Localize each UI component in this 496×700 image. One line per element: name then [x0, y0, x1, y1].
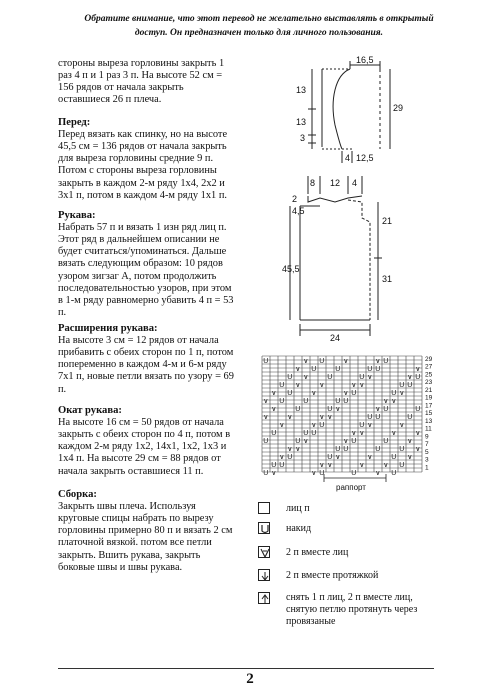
- chart-stitch-symbol: ∨: [311, 422, 317, 429]
- k2tog-tbl-icon: [258, 569, 270, 581]
- chart-stitch-symbol: U: [375, 414, 381, 421]
- chart-stitch-symbol: U: [287, 390, 293, 397]
- chart-row-number: 17: [425, 402, 433, 410]
- sleeve-bottom-b-label: 12,5: [356, 153, 374, 163]
- chart-stitch-symbol: U: [343, 398, 349, 405]
- chart-stitch-symbol: ∨: [295, 446, 301, 453]
- chart-stitch-symbol: ∨: [279, 454, 285, 461]
- chart-stitch-symbol: ∨: [335, 454, 341, 461]
- chart-row-number: 13: [425, 417, 433, 425]
- chart-stitch-symbol: ∨: [295, 382, 301, 389]
- chart-stitch-symbol: U: [407, 382, 413, 389]
- chart-stitch-symbol: U: [263, 358, 269, 365]
- chart-stitch-symbol: ∨: [415, 366, 421, 373]
- chart-stitch-symbol: ∨: [271, 406, 277, 413]
- chart-stitch-symbol: U: [383, 358, 389, 365]
- chart-stitch-symbol: ∨: [391, 430, 397, 437]
- legend-text-k2tog-tbl: 2 п вместе протяжкой: [286, 570, 379, 581]
- chart-stitch-symbol: ∨: [359, 430, 365, 437]
- chart-stitch-symbol: U: [319, 422, 325, 429]
- chart-stitch-symbol: ∨: [327, 414, 333, 421]
- chart-stitch-symbol: ∨: [407, 374, 413, 381]
- chart-row-number: 9: [425, 433, 429, 441]
- chart-stitch-symbol: U: [271, 430, 277, 437]
- body-schematic: [282, 172, 420, 343]
- chart-stitch-symbol: U: [335, 446, 341, 453]
- chart-row-number: 23: [425, 379, 433, 387]
- chart-stitch-symbol: U: [415, 374, 421, 381]
- chart-stitch-symbol: U: [271, 462, 277, 469]
- chart-stitch-symbol: U: [391, 390, 397, 397]
- chart-stitch-symbol: ∨: [383, 462, 389, 469]
- sleeve-left-bot-label: 3: [300, 133, 306, 143]
- front-section: [58, 117, 236, 202]
- body-left-a-label: 2: [292, 194, 298, 204]
- chart-stitch-symbol: U: [319, 470, 325, 477]
- chart-stitch-symbol: U: [263, 438, 269, 445]
- empty-square-icon: [258, 502, 270, 514]
- chart-stitch-symbol: ∨: [303, 438, 309, 445]
- chart-stitch-symbol: ∨: [407, 438, 413, 445]
- chart-row-number: 15: [425, 410, 433, 418]
- chart-row-number: 11: [425, 425, 432, 433]
- chart-repeat-label: раппорт: [336, 483, 366, 492]
- chart-stitch-symbol: ∨: [367, 374, 373, 381]
- chart-row-number: 21: [425, 386, 433, 394]
- chart-stitch-symbol: U: [391, 454, 397, 461]
- chart-stitch-symbol: ∨: [319, 382, 325, 389]
- chart-stitch-symbol: U: [351, 390, 357, 397]
- chart-stitch-symbol: U: [399, 446, 405, 453]
- page-number: 2: [246, 671, 254, 687]
- body-right-b-label: 31: [382, 274, 393, 284]
- intro-paragraph: [58, 58, 236, 106]
- chart-stitch-symbol: U: [351, 470, 357, 477]
- cap-title: Окат рукава:: [58, 405, 122, 416]
- legend-text-k2tog: 2 п вместе лиц: [286, 547, 349, 558]
- sleeve-left-mid-label: 13: [296, 117, 307, 127]
- chart-stitch-symbol: ∨: [415, 446, 421, 453]
- chart-stitch-symbol: ∨: [335, 406, 341, 413]
- chart-stitch-symbol: ∨: [367, 454, 373, 461]
- skpo-icon: [258, 592, 270, 604]
- body-top-c-label: 4: [352, 178, 358, 188]
- body-left-b-label: 4,5: [292, 206, 305, 216]
- cap-section: [58, 405, 236, 478]
- chart-stitch-symbol: ∨: [383, 398, 389, 405]
- sleeve-top-label: 16,5: [356, 55, 374, 65]
- chart-stitch-symbol: ∨: [375, 470, 381, 477]
- chart-stitch-symbol: ∨: [263, 414, 269, 421]
- chart-stitch-symbol: ∨: [271, 470, 277, 477]
- widening-title: Расширения рукава:: [58, 323, 158, 334]
- stitch-chart: [258, 352, 440, 494]
- chart-stitch-symbol: U: [327, 374, 333, 381]
- chart-stitch-symbol: U: [367, 366, 373, 373]
- chart-stitch-symbol: U: [327, 454, 333, 461]
- chart-stitch-symbol: ∨: [279, 422, 285, 429]
- chart-stitch-symbol: U: [303, 398, 309, 405]
- chart-row-number: 7: [425, 441, 429, 449]
- chart-stitch-symbol: ∨: [327, 462, 333, 469]
- chart-stitch-symbol: U: [367, 414, 373, 421]
- chart-stitch-symbol: U: [359, 422, 365, 429]
- widening-section: [58, 323, 236, 396]
- chart-stitch-symbol: ∨: [367, 422, 373, 429]
- legend-text-knit: лиц п: [286, 503, 310, 514]
- chart-stitch-symbol: ∨: [343, 438, 349, 445]
- yarn-over-icon: [258, 522, 270, 534]
- cap-text: На высоте 16 см = 50 рядов от начала закрыть с обеих сторон по 4 п, потом в каждом 2-м ряду 1х2, 14х1, 1х2, 1х3 и 1х4 п. На высоте 29 см = 88 рядов от начала закрыть оставшиеся 11 п.: [58, 417, 231, 477]
- chart-row-number: 3: [425, 456, 429, 464]
- intro-text: стороны выреза горловины закрыть 1 раз 4 п и 1 раз 3 п. На высоте 52 см = 156 рядов от начала закрыть оставшиеся 26 п плеча.: [58, 58, 225, 106]
- chart-row-number: 27: [425, 363, 433, 371]
- chart-stitch-symbol: U: [319, 358, 325, 365]
- body-right-a-label: 21: [382, 216, 393, 226]
- chart-stitch-symbol: ∨: [399, 390, 405, 397]
- chart-stitch-symbol: ∨: [287, 446, 293, 453]
- chart-stitch-symbol: ∨: [351, 382, 357, 389]
- chart-stitch-symbol: ∨: [375, 358, 381, 365]
- widening-text: На высоте 3 см = 12 рядов от начала прибавить с обеих сторон по 1 п, потом попеременно в каждом 4-м и 6-м ряду 7х1 п, новые петли вязать по узору = 69 п.: [58, 335, 234, 395]
- chart-stitch-symbol: ∨: [343, 390, 349, 397]
- chart-stitch-symbol: U: [303, 430, 309, 437]
- chart-stitch-symbol: U: [375, 446, 381, 453]
- assembly-text: Закрыть швы плеча. Используя круговые спицы набрать по вырезу горловины примерно 80 п и вязать 2 см платочной вязкой. потом все петли закрыть. Вшить рукава, закрыть боковые швы и швы рукава.: [58, 501, 233, 573]
- notice-banner: Обратите внимание, что этот перевод не желательно выставлять в открытый доступ. Он предназначен только для личного пользования.: [84, 14, 434, 38]
- chart-row-number: 25: [425, 371, 433, 379]
- body-left-c-label: 45,5: [282, 264, 300, 274]
- body-top-b-label: 12: [330, 178, 341, 188]
- chart-stitch-symbol: ∨: [287, 414, 293, 421]
- sleeve-left-top-label: 13: [296, 85, 307, 95]
- sleeve-text: Набрать 57 п и вязать 1 изн ряд лиц п. Этот ряд в дальнейшем описании не будет считаться/упоминаться. Дальше вязать следующим образом: 10 рядов узором зигзаг А, потом продолжить последовательностью узоров, при этом в 1-м ряду равномерно убавить 4 п = 53 п.: [58, 222, 234, 318]
- chart-stitch-symbol: U: [351, 438, 357, 445]
- chart-stitch-symbol: ∨: [343, 358, 349, 365]
- front-title: Перед:: [58, 117, 91, 128]
- body-top-a-label: 8: [310, 178, 316, 188]
- front-text: Перед вязать как спинку, но на высоте 45,5 см = 136 рядов от начала закрыть для выреза горловины средние 9 п. Потом с стороны выреза горловины закрыть в каждом 2-м ряду 1х4, 2х2 и 3х1 п, потом в каждом 4-м ряду 1х1 п.: [58, 129, 228, 201]
- body-bottom-label: 24: [330, 333, 341, 343]
- chart-stitch-symbol: ∨: [351, 430, 357, 437]
- chart-stitch-symbol: ∨: [271, 390, 277, 397]
- chart-stitch-symbol: ∨: [391, 398, 397, 405]
- legend-text-yo: накид: [286, 523, 312, 534]
- chart-stitch-symbol: ∨: [311, 470, 317, 477]
- chart-stitch-symbol: ∨: [319, 414, 325, 421]
- chart-row-number: 5: [425, 448, 429, 456]
- chart-stitch-symbol: U: [407, 414, 413, 421]
- chart-stitch-symbol: U: [263, 470, 269, 477]
- chart-stitch-symbol: U: [399, 462, 405, 469]
- chart-stitch-symbol: U: [279, 382, 285, 389]
- chart-stitch-symbol: ∨: [359, 462, 365, 469]
- chart-stitch-symbol: ∨: [375, 406, 381, 413]
- chart-stitch-symbol: U: [383, 438, 389, 445]
- chart-stitch-symbol: U: [391, 470, 397, 477]
- sleeve-bottom-a-label: 4: [345, 153, 351, 163]
- chart-row-number: 1: [425, 464, 429, 472]
- chart-stitch-symbol: U: [415, 406, 421, 413]
- chart-stitch-symbol: U: [295, 438, 301, 445]
- chart-stitch-symbol: ∨: [399, 422, 405, 429]
- chart-stitch-symbol: U: [311, 366, 317, 373]
- assembly-section: [58, 489, 236, 574]
- chart-stitch-symbol: U: [335, 398, 341, 405]
- sleeve-title: Рукава:: [58, 210, 96, 221]
- chart-stitch-symbol: ∨: [303, 358, 309, 365]
- chart-row-number: 29: [425, 356, 433, 363]
- body-armhole: [348, 200, 370, 320]
- chart-stitch-symbol: U: [383, 406, 389, 413]
- chart-stitch-symbol: ∨: [303, 374, 309, 381]
- chart-stitch-symbol: ∨: [415, 430, 421, 437]
- chart-stitch-symbol: U: [327, 406, 333, 413]
- chart-stitch-symbol: U: [335, 366, 341, 373]
- chart-stitch-symbol: ∨: [407, 454, 413, 461]
- assembly-title: Сборка:: [58, 489, 97, 500]
- sleeve-section: [58, 210, 236, 319]
- chart-stitch-symbol: U: [279, 398, 285, 405]
- k2tog-icon: [258, 546, 270, 558]
- chart-stitch-symbol: ∨: [263, 398, 269, 405]
- chart-stitch-symbol: ∨: [319, 462, 325, 469]
- sleeve-schematic: [290, 55, 410, 170]
- chart-stitch-symbol: U: [343, 446, 349, 453]
- chart-row-number: 19: [425, 394, 433, 402]
- sleeve-cap-curve: [333, 69, 350, 149]
- footer-divider: [58, 668, 434, 669]
- chart-stitch-symbol: ∨: [295, 366, 301, 373]
- chart-stitch-symbol: U: [311, 430, 317, 437]
- chart-stitch-symbol: U: [375, 366, 381, 373]
- chart-stitch-symbol: U: [279, 462, 285, 469]
- chart-stitch-symbol: ∨: [311, 390, 317, 397]
- legend-text-skpo: снять 1 п лиц, 2 п вместе лиц, снятую петлю протянуть через провязаные: [286, 592, 418, 627]
- chart-stitch-symbol: U: [399, 382, 405, 389]
- chart-stitch-symbol: U: [359, 374, 365, 381]
- sleeve-right-label: 29: [393, 103, 404, 113]
- chart-stitch-symbol: ∨: [359, 382, 365, 389]
- chart-stitch-symbol: U: [287, 454, 293, 461]
- chart-stitch-symbol: U: [295, 406, 301, 413]
- chart-stitch-symbol: U: [287, 374, 293, 381]
